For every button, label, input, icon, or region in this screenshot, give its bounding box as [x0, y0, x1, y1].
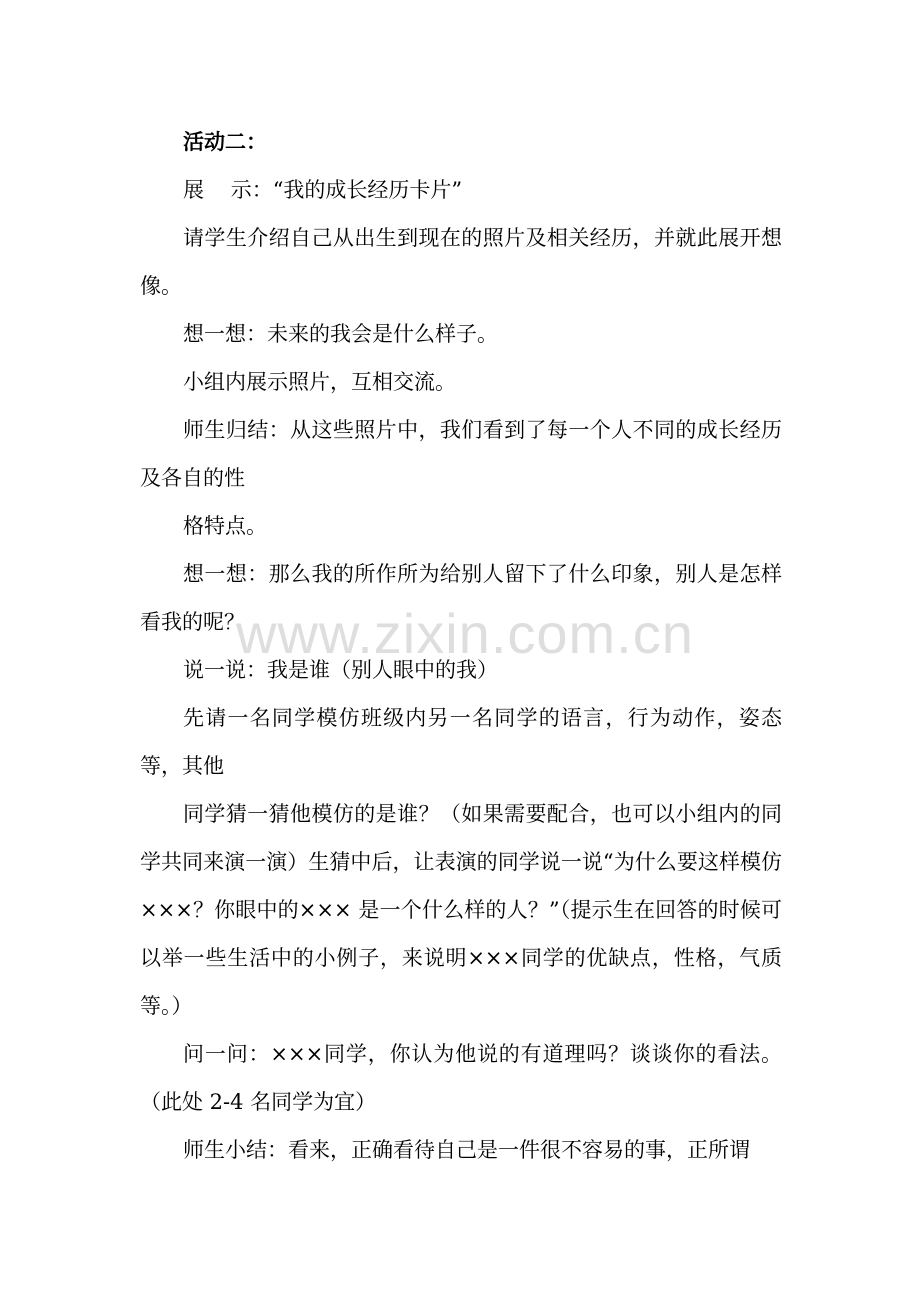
section-title: 活动二： — [183, 129, 267, 154]
paragraph-think-future: 想一想：未来的我会是什么样子。 — [183, 322, 498, 346]
watermark: www.zixin.com.cn — [236, 602, 694, 665]
paragraph-intro-photos: 请学生介绍自己从出生到现在的照片及相关经历，并就此展开想像。 — [140, 226, 782, 298]
paragraph-summary-1: 师生归结：从这些照片中，我们看到了每一个人不同的成长经历及各自的性 — [140, 418, 782, 490]
paragraph-imitate-1: 先请一名同学模仿班级内另一名同学的语言，行为动作，姿态等，其他 — [140, 706, 782, 778]
paragraph-ask: 问一问：×××同学，你认为他说的有道理吗？谈谈你的看法。（此处 2-4 名同学为宜） — [140, 1042, 782, 1114]
paragraph-display: 展 示：“我的成长经历卡片” — [183, 178, 463, 202]
paragraph-conclusion: 师生小结：看来，正确看待自己是一件很不容易的事，正所谓 — [183, 1138, 750, 1162]
paragraph-summary-2: 格特点。 — [183, 514, 267, 538]
paragraph-think-impression: 想一想：那么我的所作所为给别人留下了什么印象，别人是怎样看我的呢？ — [140, 562, 782, 634]
paragraph-group-share: 小组内展示照片，互相交流。 — [183, 370, 456, 394]
paragraph-imitate-2: 同学猜一猜他模仿的是谁？（如果需要配合，也可以小组内的同学共同来演一演）生猜中后，让表演的同学说一说“为什么要这样模仿×××？你眼中的××× 是一个什么样的人？”（提示生在回答的时候可以举一些生活中的小例子，来说明×××同学的优缺点，性格，气质等。） — [140, 802, 782, 1018]
document-body — [140, 118, 782, 1174]
paragraph-say-who: 说一说：我是谁（别人眼中的我） — [183, 658, 498, 682]
